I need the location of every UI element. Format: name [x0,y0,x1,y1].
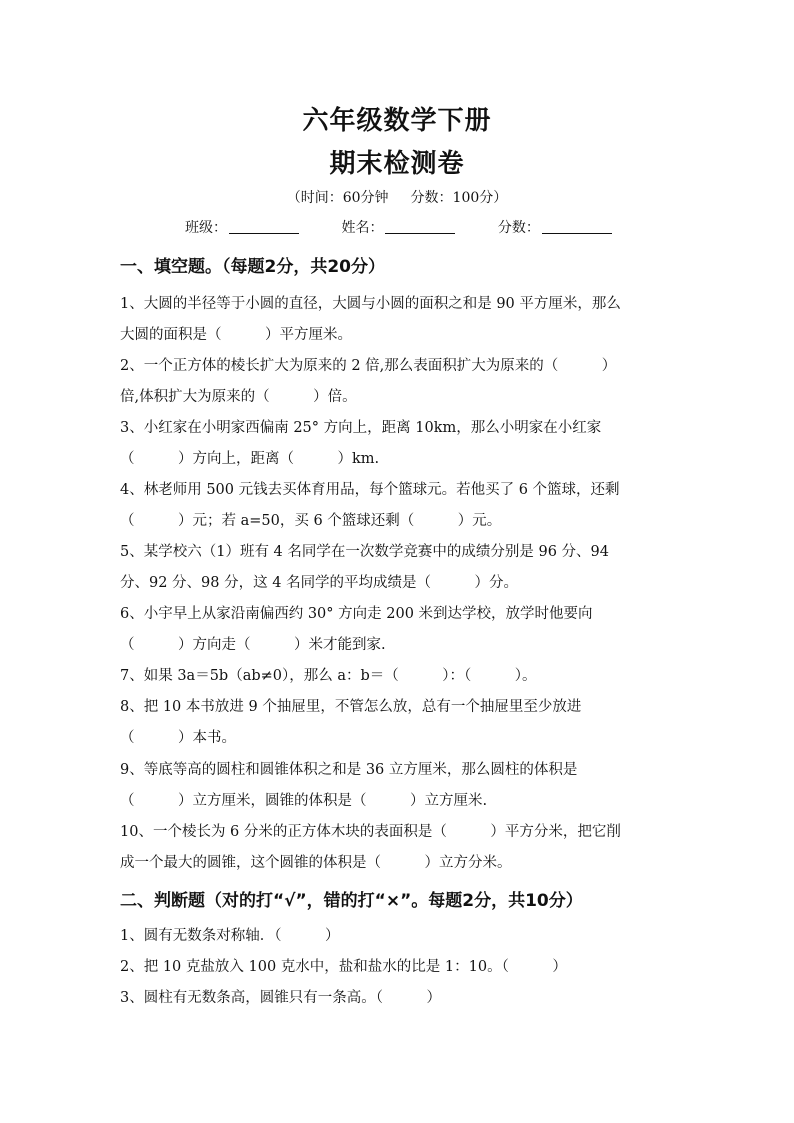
class-label: 班级： [185,220,227,236]
question-line: 3、小红家在小明家西偏南 25° 方向上，距离 10km，那么小明家在小红家 [120,420,602,436]
question-line: 1、圆有无数条对称轴．（ ） [120,928,340,944]
question-line: 10、一个棱长为 6 分米的正方体木块的表面积是（ ）平方分米，把它削 [120,824,621,840]
name-field [341,217,455,237]
question-line: 大圆的面积是（ ）平方厘米。 [120,327,352,343]
class-blank[interactable] [229,219,299,234]
question-line: 8、把 10 本书放进 9 个抽屉里，不管怎么放，总有一个抽屉里至少放进 [120,699,582,715]
question-line: （ ）本书。 [120,730,236,746]
total-score-text: 分数：100分） [410,190,508,206]
question-line: 2、一个正方体的棱长扩大为原来的 2 倍,那么表面积扩大为原来的（ ） [120,358,617,374]
question-line: 5、某学校六（1）班有 4 名同学在一次数学竞赛中的成绩分别是 96 分、94 [120,544,610,560]
time-text: （时间：60分钟 [286,190,389,206]
question-line: （ ）立方厘米，圆锥的体积是（ ）立方厘米. [120,793,488,809]
question-line: 6、小宇早上从家沿南偏西约 30° 方向走 200 米到达学校，放学时他要向 [120,606,593,622]
score-field [498,217,612,237]
question-line: 成一个最大的圆锥，这个圆锥的体积是（ ）立方分米。 [120,855,512,871]
title-line-1: 六年级数学下册 [302,106,492,136]
class-field [185,217,299,237]
student-info [185,217,650,237]
question-line: 3、圆柱有无数条高，圆锥只有一条高。（ ） [120,990,441,1006]
question-line: （ ）元；若 a=50，买 6 个篮球还剩（ ）元。 [120,513,502,529]
score-label: 分数： [497,220,540,236]
question-line: 9、等底等高的圆柱和圆锥体积之和是 36 立方厘米，那么圆柱的体积是 [120,762,578,778]
section-2-heading: 二、判断题（对的打“√”，错的打“×”。每题2分，共10分） [120,891,583,911]
name-blank[interactable] [385,219,455,234]
section-1-heading: 一、填空题。（每题2分，共20分） [120,257,385,277]
name-label: 姓名： [341,220,384,236]
question-line: 2、把 10 克盐放入 100 克水中，盐和盐水的比是 1：10。（ ） [120,959,567,975]
question-line: （ ）方向走（ ）米才能到家. [120,637,386,653]
score-blank[interactable] [542,219,612,234]
question-line: 倍,体积扩大为原来的（ ）倍。 [120,389,357,405]
question-line: 分、92 分、98 分，这 4 名同学的平均成绩是（ ）分。 [120,575,519,591]
question-line: 7、如果 3a＝5b（ab≠0），那么 a：b＝（ ）：（ ）。 [120,668,537,684]
exam-time-score [0,187,794,207]
title-line-2: 期末检测卷 [329,149,465,179]
question-line: 1、大圆的半径等于小圆的直径，大圆与小圆的面积之和是 90 平方厘米，那么 [120,296,621,312]
question-line: （ ）方向上，距离（ ）km. [120,451,380,467]
question-line: 4、林老师用 500 元钱去买体育用品，每个篮球元。若他买了 6 个篮球，还剩 [120,482,620,498]
